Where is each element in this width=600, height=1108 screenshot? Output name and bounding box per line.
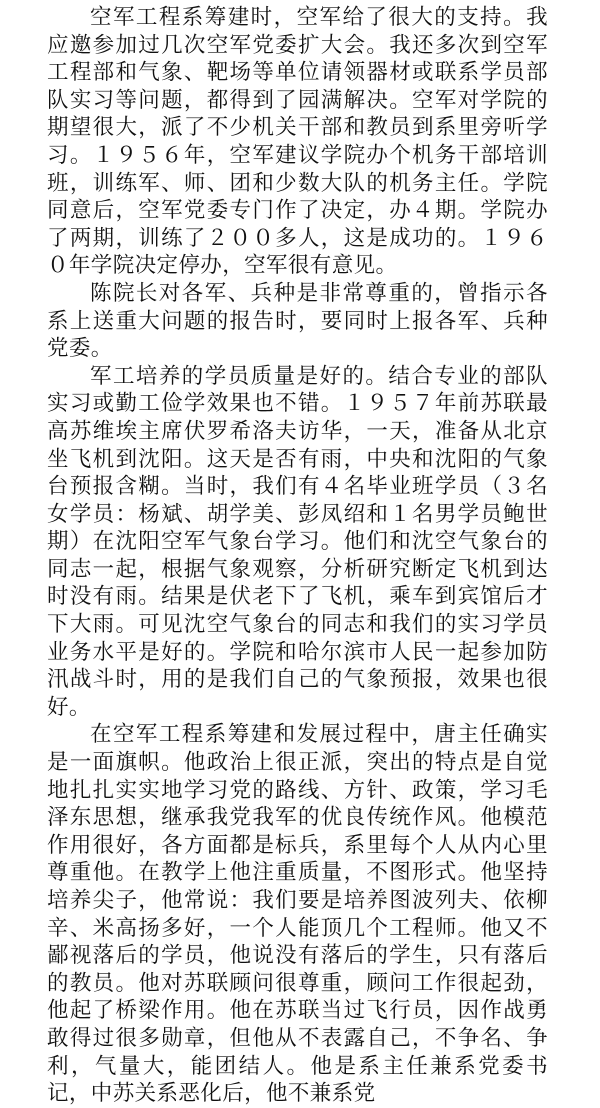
paragraph-1: 空军工程系筹建时，空军给了很大的支持。我应邀参加过几次空军党委扩大会。我还多次到空军工程部和气象、靶场等单位请领器材或联系学员部队实习等问题，都得到了园满解决。空军对学院的期望很大，派了不少机关干部和教员到系里旁听学习。１９５６年，空军建议学院办个机务干部培训班，训练军、师、团和少数大队的机务主任。学院同意后，空军党委专门作了决定，办４期。学院办了两期，训练了２００多人，这是成功的。１９６０年学院决定停办，空军很有意见。 [47,5,548,279]
paragraph-2: 陈院长对各军、兵种是非常尊重的，曾指示各系上送重大问题的报告时，要同时上报各军、兵种党委。 [47,280,548,362]
paragraph-4: 在空军工程系筹建和发展过程中，唐主任确实是一面旗帜。他政治上很正派，突出的特点是自觉地扎扎实实地学习党的路线、方针、政策，学习毛泽东思想，继承我党我军的优良传统作风。他模范作用很好，各方面都是标兵，系里每个人从内心里尊重他。在教学上他注重质量，不图形式。他坚持培养尖子，他常说：我们要是培养图波列夫、依柳辛、米高扬多好，一个人能顶几个工程师。他又不鄙视落后的学员，他说没有落后的学生，只有落后的教员。他对苏联顾问很尊重，顾问工作很起劲，他起了桥梁作用。他在苏联当过飞行员，因作战勇敢得过很多勋章，但他从不表露自己，不争名、争利，气量大，能团结人。他是系主任兼系党委书记，中苏关系恶化后，他不兼系党 [47,722,548,1107]
paragraph-3: 军工培养的学员质量是好的。结合专业的部队实习或勤工俭学效果也不错。１９５７年前苏联最高苏维埃主席伏罗希洛夫访华，一天，准备从北京坐飞机到沈阳。这天是否有雨，中央和沈阳的气象台预报含糊。当时，我们有４名毕业班学员（３名女学员：杨斌、胡学美、彭凤绍和１名男学员鲍世期）在沈阳空军气象台学习。他们和沈空气象台的同志一起，根据气象观察，分析研究断定飞机到达时没有雨。结果是伏老下了飞机，乘车到宾馆后才下大雨。可见沈空气象台的同志和我们的实习学员业务水平是好的。学院和哈尔滨市人民一起参加防汛战斗时，用的是我们自己的气象预报，效果也很好。 [47,363,548,720]
